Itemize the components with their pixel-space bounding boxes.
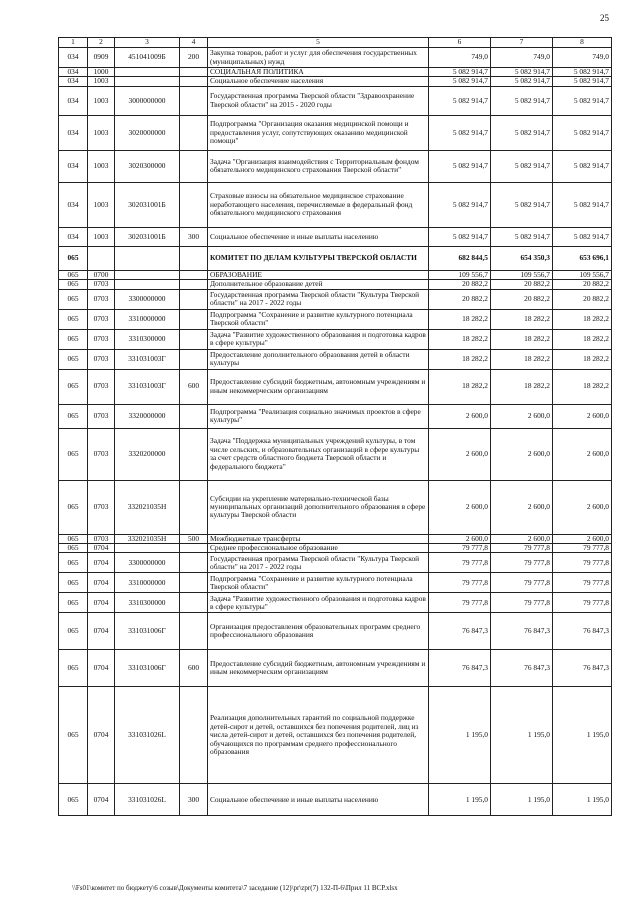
amount-year2-cell: 2 600,0 [491, 428, 553, 480]
amount-year1-cell: 1 195,0 [429, 687, 491, 784]
target-article-cell: 3310300000 [115, 593, 180, 613]
expense-type-cell [180, 480, 208, 534]
target-article-cell: 302031001Б [115, 227, 180, 246]
amount-year3-cell: 2 600,0 [553, 404, 612, 428]
amount-year3-cell: 5 082 914,7 [553, 182, 612, 227]
page-number: 25 [600, 13, 609, 23]
target-article-cell: 3320000000 [115, 404, 180, 428]
target-article-cell: 3020300000 [115, 150, 180, 182]
expense-type-cell: 200 [180, 48, 208, 68]
table-row [59, 227, 612, 246]
amount-year1-cell: 5 082 914,7 [429, 68, 491, 77]
table-body [59, 48, 612, 816]
name-cell: Государственная программа Тверской области "Здравоохранение Тверской области" на 2015 - 2020 годы [208, 86, 429, 115]
name-cell: Субсидии на укрепление материально-технической базы муниципальных организаций дополнительного образования в сфере культуры Тверской области [208, 480, 429, 534]
amount-year3-cell: 749,0 [553, 48, 612, 68]
amount-year1-cell: 20 882,2 [429, 289, 491, 309]
admin-code-cell: 065 [59, 480, 88, 534]
name-cell: Подпрограмма "Сохранение и развитие культурного потенциала Тверской области" [208, 573, 429, 593]
amount-year1-cell: 109 556,7 [429, 270, 491, 279]
table-row [59, 86, 612, 115]
amount-year3-cell: 2 600,0 [553, 428, 612, 480]
section-code-cell: 0704 [88, 687, 115, 784]
table-row [59, 329, 612, 349]
amount-year2-cell: 5 082 914,7 [491, 150, 553, 182]
column-header: 6 [429, 38, 491, 48]
target-article-cell: 331031026L [115, 687, 180, 784]
name-cell: Задача "Поддержка муниципальных учреждений культуры, в том числе сельских, и образовательных организаций в сфере культуры за счет средств областного бюджета Тверской области и федерального бюджета" [208, 428, 429, 480]
section-code-cell: 0704 [88, 593, 115, 613]
name-cell: Межбюджетные трансферты [208, 534, 429, 543]
budget-table [58, 37, 612, 816]
expense-type-cell [180, 404, 208, 428]
amount-year3-cell: 5 082 914,7 [553, 115, 612, 150]
amount-year3-cell: 109 556,7 [553, 270, 612, 279]
amount-year2-cell: 18 282,2 [491, 349, 553, 369]
section-code-cell: 0703 [88, 369, 115, 404]
table-row [59, 68, 612, 77]
amount-year3-cell: 79 777,8 [553, 593, 612, 613]
name-cell: Дополнительное образование детей [208, 280, 429, 289]
table-row [59, 544, 612, 553]
target-article-cell: 3310000000 [115, 309, 180, 329]
name-cell: Социальное обеспечение и иные выплаты населению [208, 784, 429, 816]
expense-type-cell [180, 150, 208, 182]
amount-year3-cell: 5 082 914,7 [553, 227, 612, 246]
table-row [59, 246, 612, 270]
amount-year2-cell: 20 882,2 [491, 289, 553, 309]
table-row [59, 613, 612, 650]
name-cell: Предоставление субсидий бюджетным, автономным учреждениям и иным некоммерческим организациям [208, 369, 429, 404]
admin-code-cell: 065 [59, 270, 88, 279]
section-code-cell: 0703 [88, 280, 115, 289]
target-article-cell [115, 544, 180, 553]
target-article-cell: 3310000000 [115, 573, 180, 593]
admin-code-cell: 065 [59, 544, 88, 553]
admin-code-cell: 065 [59, 289, 88, 309]
admin-code-cell: 065 [59, 573, 88, 593]
target-article-cell: 3300000000 [115, 289, 180, 309]
table-row [59, 280, 612, 289]
expense-type-cell [180, 687, 208, 784]
expense-type-cell: 300 [180, 227, 208, 246]
admin-code-cell: 034 [59, 227, 88, 246]
expense-type-cell [180, 289, 208, 309]
amount-year2-cell: 76 847,3 [491, 613, 553, 650]
table-row [59, 534, 612, 543]
section-code-cell: 1003 [88, 150, 115, 182]
admin-code-cell: 065 [59, 246, 88, 270]
section-code-cell: 0704 [88, 544, 115, 553]
section-code-cell: 0703 [88, 349, 115, 369]
amount-year1-cell: 5 082 914,7 [429, 227, 491, 246]
amount-year1-cell: 5 082 914,7 [429, 86, 491, 115]
table-row [59, 573, 612, 593]
column-header: 1 [59, 38, 88, 48]
section-code-cell: 0704 [88, 613, 115, 650]
target-article-cell: 3000000000 [115, 86, 180, 115]
admin-code-cell: 065 [59, 613, 88, 650]
amount-year3-cell: 2 600,0 [553, 534, 612, 543]
amount-year2-cell: 79 777,8 [491, 553, 553, 573]
table-row [59, 150, 612, 182]
target-article-cell: 3310300000 [115, 329, 180, 349]
section-code-cell: 0703 [88, 480, 115, 534]
admin-code-cell: 034 [59, 182, 88, 227]
expense-type-cell [180, 309, 208, 329]
amount-year3-cell: 653 696,1 [553, 246, 612, 270]
expense-type-cell [180, 553, 208, 573]
amount-year1-cell: 79 777,8 [429, 573, 491, 593]
amount-year1-cell: 18 282,2 [429, 329, 491, 349]
table-row [59, 593, 612, 613]
amount-year1-cell: 2 600,0 [429, 534, 491, 543]
amount-year2-cell: 5 082 914,7 [491, 68, 553, 77]
name-cell: Подпрограмма "Организация оказания медицинской помощи и предоставления услуг, сопутствующих оказанию медицинской помощи" [208, 115, 429, 150]
target-article-cell: 332021035Н [115, 480, 180, 534]
section-code-cell: 0704 [88, 553, 115, 573]
amount-year1-cell: 1 195,0 [429, 784, 491, 816]
expense-type-cell [180, 280, 208, 289]
amount-year1-cell: 5 082 914,7 [429, 77, 491, 86]
expense-type-cell [180, 246, 208, 270]
column-header: 7 [491, 38, 553, 48]
target-article-cell [115, 77, 180, 86]
expense-type-cell [180, 182, 208, 227]
name-cell: Предоставление дополнительного образования детей в области культуры [208, 349, 429, 369]
column-header: 8 [553, 38, 612, 48]
section-code-cell: 0700 [88, 270, 115, 279]
section-code-cell [88, 246, 115, 270]
amount-year2-cell: 749,0 [491, 48, 553, 68]
amount-year2-cell: 20 882,2 [491, 280, 553, 289]
name-cell: Задача "Развитие художественного образования и подготовка кадров в сфере культуры" [208, 593, 429, 613]
expense-type-cell [180, 68, 208, 77]
file-path-footer: \\Fs01\комитет по бюджету\6 созыв\Документы комитета\7 заседание (12)\pr\zpr(7) 132-П-6\Прил 11 ВСР.xlsx [72, 884, 398, 892]
admin-code-cell: 034 [59, 86, 88, 115]
amount-year1-cell: 18 282,2 [429, 309, 491, 329]
amount-year3-cell: 5 082 914,7 [553, 86, 612, 115]
amount-year1-cell: 682 844,5 [429, 246, 491, 270]
amount-year2-cell: 79 777,8 [491, 573, 553, 593]
amount-year3-cell: 79 777,8 [553, 544, 612, 553]
section-code-cell: 1003 [88, 115, 115, 150]
table-row [59, 404, 612, 428]
name-cell: Закупка товаров, работ и услуг для обеспечения государственных (муниципальных) нужд [208, 48, 429, 68]
amount-year2-cell: 2 600,0 [491, 404, 553, 428]
name-cell: Государственная программа Тверской области "Культура Тверской области" на 2017 - 2022 годы [208, 289, 429, 309]
amount-year3-cell: 18 282,2 [553, 329, 612, 349]
expense-type-cell [180, 115, 208, 150]
section-code-cell: 0703 [88, 329, 115, 349]
amount-year3-cell: 18 282,2 [553, 349, 612, 369]
amount-year3-cell: 5 082 914,7 [553, 150, 612, 182]
amount-year1-cell: 20 882,2 [429, 280, 491, 289]
section-code-cell: 0909 [88, 48, 115, 68]
target-article-cell [115, 68, 180, 77]
admin-code-cell: 065 [59, 784, 88, 816]
admin-code-cell: 034 [59, 48, 88, 68]
name-cell: Социальное обеспечение и иные выплаты населению [208, 227, 429, 246]
admin-code-cell: 065 [59, 553, 88, 573]
table-row [59, 77, 612, 86]
table-row [59, 349, 612, 369]
expense-type-cell [180, 329, 208, 349]
table-row [59, 48, 612, 68]
target-article-cell: 331031003Г [115, 369, 180, 404]
table-row [59, 650, 612, 687]
target-article-cell [115, 270, 180, 279]
amount-year3-cell: 76 847,3 [553, 650, 612, 687]
admin-code-cell: 065 [59, 329, 88, 349]
amount-year3-cell: 18 282,2 [553, 309, 612, 329]
amount-year3-cell: 5 082 914,7 [553, 68, 612, 77]
admin-code-cell: 065 [59, 280, 88, 289]
expense-type-cell [180, 593, 208, 613]
target-article-cell: 3320200000 [115, 428, 180, 480]
column-header: 2 [88, 38, 115, 48]
target-article-cell: 332021035Н [115, 534, 180, 543]
amount-year2-cell: 1 195,0 [491, 687, 553, 784]
section-code-cell: 0704 [88, 650, 115, 687]
amount-year2-cell: 2 600,0 [491, 480, 553, 534]
amount-year2-cell: 18 282,2 [491, 309, 553, 329]
amount-year2-cell: 76 847,3 [491, 650, 553, 687]
amount-year3-cell: 79 777,8 [553, 573, 612, 593]
amount-year1-cell: 749,0 [429, 48, 491, 68]
target-article-cell: 3300000000 [115, 553, 180, 573]
target-article-cell: 451041009Б [115, 48, 180, 68]
amount-year1-cell: 18 282,2 [429, 369, 491, 404]
expense-type-cell [180, 613, 208, 650]
section-code-cell: 0704 [88, 573, 115, 593]
amount-year2-cell: 1 195,0 [491, 784, 553, 816]
amount-year1-cell: 79 777,8 [429, 553, 491, 573]
section-code-cell: 0704 [88, 784, 115, 816]
target-article-cell: 3020000000 [115, 115, 180, 150]
admin-code-cell: 065 [59, 534, 88, 543]
name-cell: Страховые взносы на обязательное медицинское страхование неработающего населения, перечисляемые в федеральный фонд обязательного медицинского страхования [208, 182, 429, 227]
expense-type-cell [180, 77, 208, 86]
expense-type-cell: 600 [180, 369, 208, 404]
section-code-cell: 1003 [88, 227, 115, 246]
amount-year3-cell: 2 600,0 [553, 480, 612, 534]
target-article-cell: 331031003Г [115, 349, 180, 369]
name-cell: Задача "Организация взаимодействия с Территориальным фондом обязательного медицинского страхования Тверской области" [208, 150, 429, 182]
table-row [59, 553, 612, 573]
amount-year1-cell: 79 777,8 [429, 593, 491, 613]
section-code-cell: 0703 [88, 404, 115, 428]
amount-year1-cell: 2 600,0 [429, 428, 491, 480]
admin-code-cell: 065 [59, 309, 88, 329]
table-row [59, 687, 612, 784]
expense-type-cell [180, 573, 208, 593]
section-code-cell: 0703 [88, 534, 115, 543]
name-cell: Социальное обеспечение населения [208, 77, 429, 86]
admin-code-cell: 065 [59, 369, 88, 404]
amount-year2-cell: 18 282,2 [491, 329, 553, 349]
column-number-row [59, 38, 612, 48]
amount-year3-cell: 18 282,2 [553, 369, 612, 404]
amount-year3-cell: 1 195,0 [553, 687, 612, 784]
expense-type-cell: 500 [180, 534, 208, 543]
name-cell: Подпрограмма "Реализация социально значимых проектов в сфере культуры" [208, 404, 429, 428]
expense-type-cell [180, 428, 208, 480]
target-article-cell: 331031006Г [115, 650, 180, 687]
table-row [59, 369, 612, 404]
amount-year2-cell: 109 556,7 [491, 270, 553, 279]
name-cell: Задача "Развитие художественного образования и подготовка кадров в сфере культуры" [208, 329, 429, 349]
admin-code-cell: 034 [59, 77, 88, 86]
name-cell: Организация предоставления образовательных программ среднего профессионального образования [208, 613, 429, 650]
table-row [59, 784, 612, 816]
table-row [59, 115, 612, 150]
target-article-cell: 331031006Г [115, 613, 180, 650]
amount-year1-cell: 18 282,2 [429, 349, 491, 369]
column-header: 4 [180, 38, 208, 48]
amount-year2-cell: 5 082 914,7 [491, 182, 553, 227]
name-cell: Реализация дополнительных гарантий по социальной поддержке детей-сирот и детей, оставшихся без попечения родителей, лиц из числа детей-сирот и детей, оставшихся без попечения родителей, обучающихся по программам среднего профессионального образования [208, 687, 429, 784]
table-row [59, 289, 612, 309]
expense-type-cell [180, 270, 208, 279]
amount-year2-cell: 5 082 914,7 [491, 227, 553, 246]
admin-code-cell: 065 [59, 404, 88, 428]
target-article-cell: 331031026L [115, 784, 180, 816]
admin-code-cell: 065 [59, 349, 88, 369]
amount-year3-cell: 1 195,0 [553, 784, 612, 816]
admin-code-cell: 065 [59, 593, 88, 613]
table-row [59, 182, 612, 227]
admin-code-cell: 065 [59, 428, 88, 480]
amount-year1-cell: 79 777,8 [429, 544, 491, 553]
expense-type-cell: 600 [180, 650, 208, 687]
expense-type-cell [180, 86, 208, 115]
expense-type-cell [180, 544, 208, 553]
section-code-cell: 1003 [88, 182, 115, 227]
amount-year3-cell: 5 082 914,7 [553, 77, 612, 86]
name-cell: Государственная программа Тверской области "Культура Тверской области" на 2017 - 2022 годы [208, 553, 429, 573]
expense-type-cell: 300 [180, 784, 208, 816]
section-code-cell: 0703 [88, 309, 115, 329]
amount-year2-cell: 79 777,8 [491, 593, 553, 613]
admin-code-cell: 034 [59, 68, 88, 77]
amount-year1-cell: 76 847,3 [429, 613, 491, 650]
target-article-cell [115, 280, 180, 289]
expense-type-cell [180, 349, 208, 369]
column-header: 3 [115, 38, 180, 48]
amount-year3-cell: 20 882,2 [553, 280, 612, 289]
amount-year2-cell: 5 082 914,7 [491, 115, 553, 150]
amount-year1-cell: 5 082 914,7 [429, 182, 491, 227]
amount-year1-cell: 5 082 914,7 [429, 150, 491, 182]
name-cell: КОМИТЕТ ПО ДЕЛАМ КУЛЬТУРЫ ТВЕРСКОЙ ОБЛАСТИ [208, 246, 429, 270]
table-row [59, 428, 612, 480]
section-code-cell: 0703 [88, 428, 115, 480]
admin-code-cell: 065 [59, 650, 88, 687]
amount-year2-cell: 5 082 914,7 [491, 77, 553, 86]
amount-year1-cell: 2 600,0 [429, 404, 491, 428]
column-header: 5 [208, 38, 429, 48]
amount-year2-cell: 5 082 914,7 [491, 86, 553, 115]
amount-year2-cell: 18 282,2 [491, 369, 553, 404]
name-cell: ОБРАЗОВАНИЕ [208, 270, 429, 279]
admin-code-cell: 065 [59, 687, 88, 784]
table-row [59, 270, 612, 279]
amount-year3-cell: 20 882,2 [553, 289, 612, 309]
admin-code-cell: 034 [59, 115, 88, 150]
amount-year1-cell: 2 600,0 [429, 480, 491, 534]
amount-year2-cell: 2 600,0 [491, 534, 553, 543]
target-article-cell [115, 246, 180, 270]
amount-year2-cell: 79 777,8 [491, 544, 553, 553]
name-cell: Предоставление субсидий бюджетным, автономным учреждениям и иным некоммерческим организациям [208, 650, 429, 687]
amount-year3-cell: 76 847,3 [553, 613, 612, 650]
name-cell: Среднее профессиональное образование [208, 544, 429, 553]
amount-year1-cell: 76 847,3 [429, 650, 491, 687]
amount-year1-cell: 5 082 914,7 [429, 115, 491, 150]
section-code-cell: 1003 [88, 77, 115, 86]
section-code-cell: 1000 [88, 68, 115, 77]
section-code-cell: 1003 [88, 86, 115, 115]
table-row [59, 309, 612, 329]
admin-code-cell: 034 [59, 150, 88, 182]
amount-year2-cell: 654 350,3 [491, 246, 553, 270]
amount-year3-cell: 79 777,8 [553, 553, 612, 573]
section-code-cell: 0703 [88, 289, 115, 309]
name-cell: Подпрограмма "Сохранение и развитие культурного потенциала Тверской области" [208, 309, 429, 329]
target-article-cell: 302031001Б [115, 182, 180, 227]
table-row [59, 480, 612, 534]
name-cell: СОЦИАЛЬНАЯ ПОЛИТИКА [208, 68, 429, 77]
